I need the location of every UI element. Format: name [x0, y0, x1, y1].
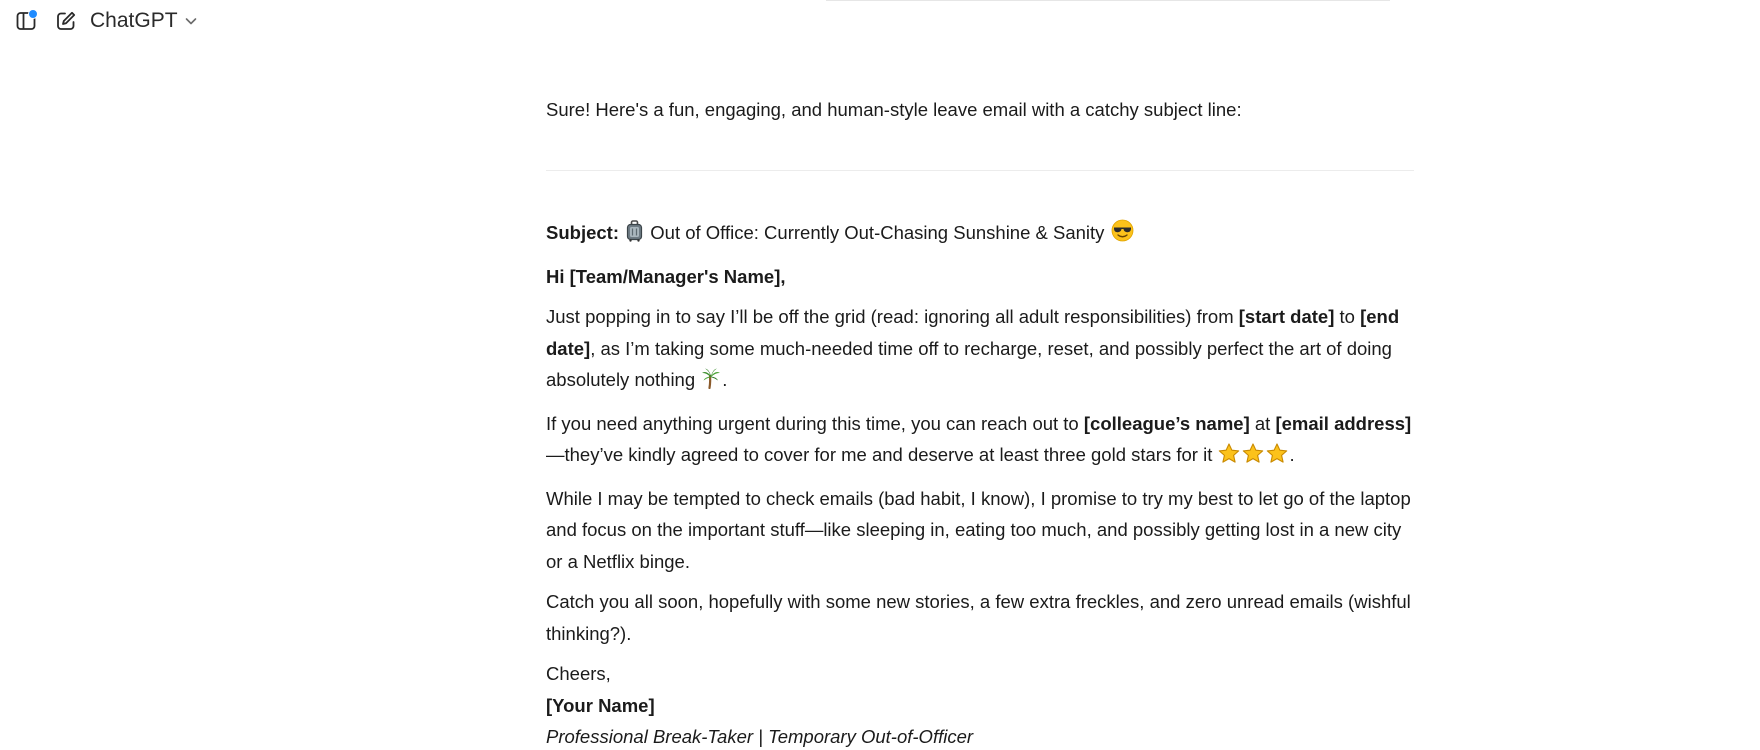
greeting	[546, 261, 1414, 293]
gold-star-icon	[1266, 442, 1288, 474]
greeting-text: Hi [Team/Manager's Name],	[546, 265, 786, 287]
new-chat-icon	[55, 10, 77, 32]
p1-text-a: Just popping in to say I’ll be off the grid (read: ignoring all adult responsibilities) from	[546, 306, 1239, 327]
top-divider	[826, 0, 1390, 1]
subject-label: Subject:	[546, 222, 619, 243]
chevron-down-icon	[184, 14, 198, 28]
sign-off-title	[546, 721, 1414, 750]
new-chat-button[interactable]	[48, 6, 84, 36]
colleague-placeholder: [colleague’s name]	[1083, 412, 1250, 434]
paragraph-catch-up: Catch you all soon, hopefully with some new stories, a few extra freckles, and zero unread emails (wishful thinking?).	[546, 591, 1411, 644]
sign-off-closing: Cheers,	[546, 663, 611, 684]
subject-line	[546, 217, 1414, 252]
palm-tree-icon	[701, 367, 721, 399]
p2-text-a: If you need anything urgent during this time, you can reach out to	[546, 412, 1084, 434]
end-date-placeholder: [end date]	[546, 306, 1400, 359]
p1-text-c: , as I’m taking some much-needed time off to recharge, reset, and possibly perfect the art of doing absolutely nothing	[546, 337, 1392, 390]
sunglasses-face-icon	[1111, 219, 1134, 252]
sign-off-name	[546, 690, 1414, 722]
your-name-placeholder: [Your Name]	[546, 694, 655, 716]
start-date-placeholder: [start date]	[1238, 306, 1335, 327]
model-switcher[interactable]	[90, 6, 198, 36]
subject-text: Out of Office: Currently Out-Chasing Sunshine & Sanity	[650, 222, 1105, 243]
model-name: ChatGPT	[90, 9, 178, 32]
email-draft	[546, 217, 1414, 750]
paragraph-coverage	[546, 408, 1414, 474]
p2-text-d: .	[1289, 444, 1295, 465]
email-placeholder: [email address]	[1275, 412, 1412, 434]
signature-title: Professional Break-Taker | Temporary Out-of-Officer	[546, 726, 974, 747]
p1-text-b: to	[1334, 306, 1361, 327]
gold-star-icon	[1218, 442, 1240, 474]
p2-text-c: —they’ve kindly agreed to cover for me and deserve at least three gold stars for it	[546, 444, 1218, 465]
p1-text-d: .	[722, 369, 728, 390]
top-bar	[0, 0, 1760, 42]
notification-dot	[28, 9, 38, 19]
paragraph-emails: While I may be tempted to check emails (bad habit, I know), I promise to try my best to let go of the laptop and focus on the important stuff—like sleeping in, eating too much, and possibly getting lost in a new city or a Netflix binge.	[546, 487, 1411, 572]
luggage-icon	[625, 220, 644, 252]
paragraph-dates	[546, 301, 1414, 399]
sidebar-toggle-button[interactable]	[8, 6, 44, 36]
section-divider	[546, 170, 1414, 171]
gold-star-icon	[1242, 442, 1264, 474]
intro-text: Sure! Here's a fun, engaging, and human-style leave email with a catchy subject line:	[546, 99, 1242, 120]
p2-text-b: at	[1249, 412, 1276, 434]
